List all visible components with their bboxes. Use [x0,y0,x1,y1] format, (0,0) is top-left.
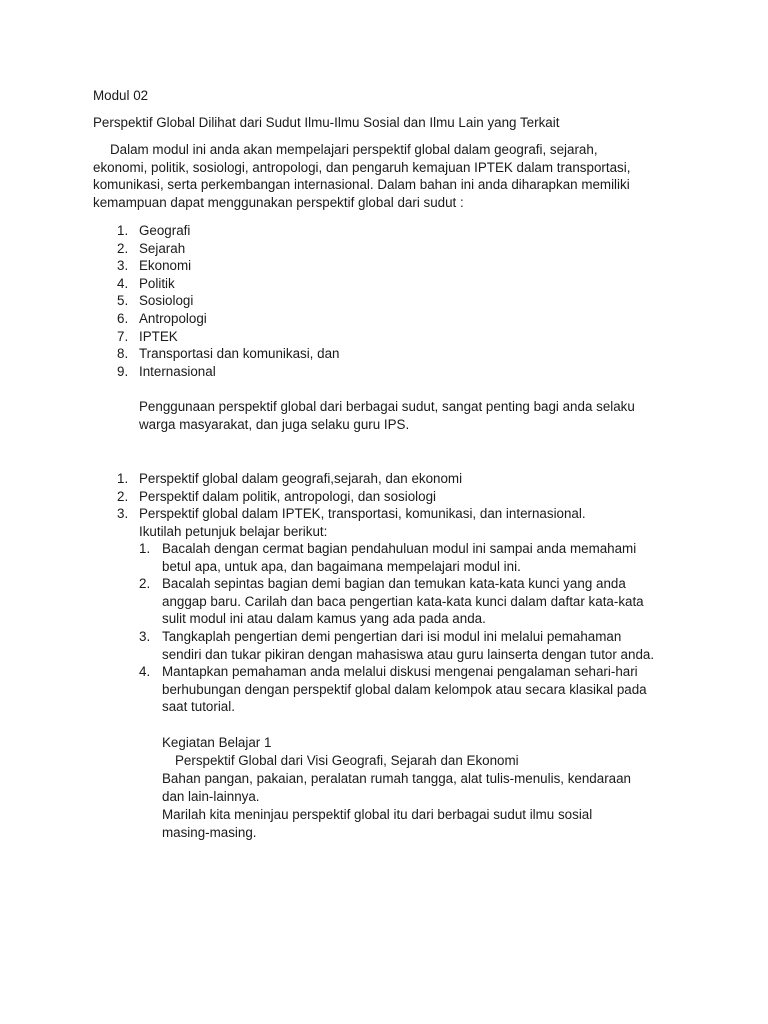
list-item: 4. Mantapkan pemahaman anda melalui diskusi mengenai pengalaman sehari-hari berhubungan dengan perspektif global dalam kelompok atau secara klasikal pada saat tutorial. [139,664,647,715]
list-item: 4. Politik [117,275,175,291]
list-item: 3. Perspektif global dalam IPTEK, transportasi, komunikasi, dan internasional. [117,506,586,522]
list-item: 2. Perspektif dalam politik, antropologi, dan sosiologi [117,488,436,504]
list-item: 1. Geografi [117,223,191,238]
intro-paragraph: Dalam modul ini anda akan mempelajari perspektif global dalam geografi, sejarah, ekonomi, politik, sosiologi, antropologi, dan pengaruh kemajuan IPTEK dalam transportasi, komunikasi, serta perkembangan internasional. Dalam bahan ini anda diharapkan memiliki kemampuan dapat menggunakan perspektif global dari sudut : [93,142,631,210]
activity-paragraph: Marilah kita meninjau perspektif global itu dari berbagai sudut ilmu sosial masing-masing. [162,807,593,840]
activity-subheading: Perspektif Global dari Visi Geografi, Sejarah dan Ekonomi [175,753,519,768]
list-item: 3. Ekonomi [117,258,192,274]
list-item: 2. Bacalah sepintas bagian demi bagian dan temukan kata-kata kunci yang anda anggap baru. Carilah dan baca pengertian kata-kata kunci dalam daftar kata-kata sulit modul ini atau dalam kamus yang ada pada anda. [139,576,644,627]
list-item: 1. Perspektif global dalam geografi,sejarah, dan ekonomi [117,471,463,486]
list-item: 8. Transportasi dan komunikasi, dan [117,346,340,362]
list-item: 5. Sosiologi [117,293,194,309]
list-item: 7. IPTEK [117,328,178,344]
instructions-intro: Ikutilah petunjuk belajar berikut: [139,524,328,539]
instructions-list [139,540,659,716]
activity-paragraph: Bahan pangan, pakaian, peralatan rumah tangga, alat tulis-menulis, kendaraan dan lain-lainnya. [162,771,631,804]
usage-paragraph: Penggunaan perspektif global dari berbagai sudut, sangat penting bagi anda selaku warga masyarakat, dan juga selaku guru IPS. [139,399,635,432]
module-label: Modul 02 [93,88,149,103]
activity-heading: Kegiatan Belajar 1 [162,735,272,750]
document-title: Perspektif Global Dilihat dari Sudut Ilmu-Ilmu Sosial dan Ilmu Lain yang Terkait [93,115,560,130]
list-item: 9. Internasional [117,363,216,379]
perspective-list [93,222,653,380]
list-item: 6. Antropologi [117,310,207,326]
list-item: 2. Sejarah [117,240,186,256]
topics-list [93,470,653,523]
list-item: 1. Bacalah dengan cermat bagian pendahuluan modul ini sampai anda memahami betul apa, untuk apa, dan bagaimana mempelajari modul ini. [139,541,637,574]
list-item: 3. Tangkaplah pengertian demi pengertian dari isi modul ini melalui pemahaman sendiri dan tukar pikiran dengan mahasiswa atau guru lainserta dengan tutor anda. [139,628,655,662]
